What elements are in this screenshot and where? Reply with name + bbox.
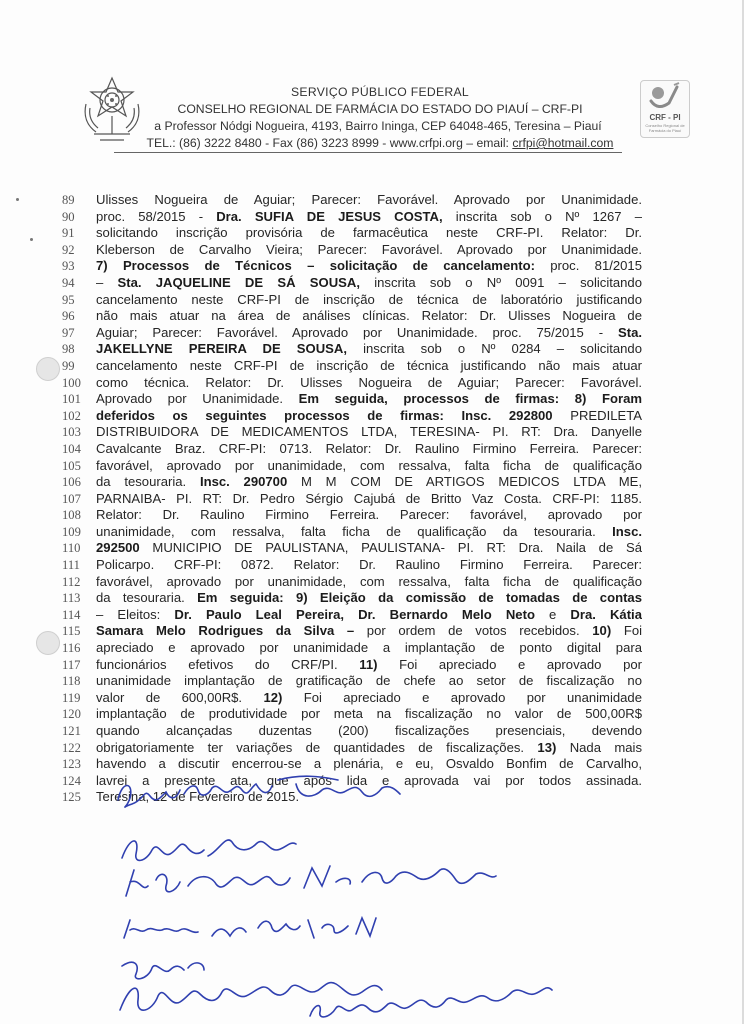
line-number: 104 [62,441,81,456]
line-number: 110 [62,541,81,556]
logo-subtext: Conselho Regional de Farmácia do Piauí [645,123,685,133]
line-text [96,325,642,342]
text-run: quando alcançadas duzentas (200) fiscalizações presenciais, devendo [96,723,642,738]
text-run: lavrei a presente ata, que após lida e aprovada vai por todos assinada. [96,772,642,788]
minutes-line [62,258,642,275]
bold-text: 13) [537,739,557,755]
line-number: 115 [62,624,81,639]
text-run: cancelamento neste CRF-PI de inscrição de técnica justificando não mais atuar [96,357,642,373]
text-run: favorável, aprovado por unanimidade, com ressalva, falta ficha de qualificação [96,573,642,589]
text-run: M M COM DE ARTIGOS MEDICOS LTDA ME, [287,474,642,490]
line-number: 94 [62,275,75,290]
line-number: 103 [62,425,81,440]
line-number: 108 [62,508,81,523]
scan-mark [30,238,33,241]
text-run: por ordem de votos recebidos. [354,623,593,639]
bold-text: Sta. JAQUELINE DE SÁ SOUSA, [117,274,360,290]
minutes-body [62,192,642,806]
bold-text: 12) [263,689,283,705]
line-number: 124 [62,773,81,788]
line-number: 105 [62,458,81,473]
text-run: favorável, aprovado por unanimidade, com ressalva, falta ficha de qualificação [96,457,642,473]
line-number: 98 [62,342,75,357]
minutes-line [62,275,642,292]
line-text [96,341,642,358]
minutes-line [62,557,642,574]
text-run: havendo a discutir encerrou-se a plenária, e eu, Osvaldo Bonfim de Carvalho, [96,756,642,772]
line-text [96,540,642,557]
minutes-line [62,192,642,209]
line-text [96,524,642,541]
line-number: 119 [62,690,81,705]
bold-text: Dra. SUFIA DE JESUS COSTA, [216,208,443,224]
bold-text: Em seguida: 9) Eleição da comissão de tomadas de contas [197,590,642,606]
text-run: implantação de produtividade por meta na fiscalização no valor de 500,00R$ [96,706,642,722]
punch-hole [36,357,60,381]
signature-2 [122,840,296,860]
line-number: 90 [62,209,75,224]
text-run: da tesouraria. [96,474,200,490]
text-run: Foi [611,623,642,639]
header-rule [114,152,622,153]
text-run: como técnica. Relator: Dr. Ulisses Nogueira de Aguiar; Parecer: Favorável. [96,374,642,390]
line-text [96,424,642,441]
minutes-line [62,540,642,557]
minutes-line [62,491,642,508]
signature-5 [122,962,204,979]
minutes-line [62,640,642,657]
text-run: PREDILETA [552,407,642,423]
minutes-line [62,607,642,624]
signature-1 [118,776,400,807]
text-run: MUNICIPIO DE PAULISTANA, PAULISTANA- PI. RT: Dra. Naila de Sá [139,540,642,556]
text-run: não mais atuar na área de análises clínicas. Relator: Dr. Ulisses Nogueira de [96,308,642,324]
letterhead [120,84,640,152]
line-text [96,408,642,425]
bold-text: 11) [359,656,378,672]
text-run: valor de 600,00R$. [96,689,264,705]
bold-text: 10) [592,623,612,639]
text-run: Relator: Dr. Raulino Firmino Ferreira. Parecer: favorável, aprovado por [96,507,642,523]
text-run: PARNAIBA- PI. RT: Dr. Pedro Sérgio Cajubá de Britto Vaz Costa. CRF-PI: 1185. [96,490,642,506]
line-number: 114 [62,607,81,622]
crf-logo [640,80,690,138]
minutes-line [62,391,642,408]
line-number: 95 [62,292,75,307]
minutes-line [62,458,642,475]
line-text [96,590,642,607]
line-number: 92 [62,242,75,257]
line-text [96,574,642,591]
text-run: Ulisses Nogueira de Aguiar; Parecer: Favorável. Aprovado por Unanimidade. [96,192,642,207]
bold-text: Dr. Paulo Leal Pereira, Dr. Bernardo Melo Neto [174,606,535,622]
line-text [96,706,642,723]
text-run: inscrita sob o Nº 1267 – [442,208,642,224]
line-text [96,640,642,657]
text-run: Nada mais [556,739,642,755]
text-run: Kleberson de Carvalho Vieira; Parecer: Favorável. Aprovado por Unanimidade. [96,241,642,257]
bold-text: deferidos os seguintes processos de firmas: Insc. 292800 [96,407,553,423]
line-text [96,474,642,491]
text-run: funcionários efetivos do CRF/PI. [96,656,360,672]
minutes-line [62,441,642,458]
line-text [96,292,642,309]
minutes-line [62,408,642,425]
line-text [96,623,642,640]
signature-6 [120,983,382,1011]
line-number: 111 [62,558,80,573]
minutes-line [62,325,642,342]
line-number: 106 [62,475,81,490]
line-text [96,441,642,458]
line-text [96,258,642,275]
text-run: Policarpo. CRF-PI: 0872. Relator: Dr. Raulino Firmino Ferreira. Parecer: [96,557,642,573]
minutes-line [62,723,642,740]
text-run: solicitando inscrição provisória de farmacêutica neste CRF-PI. Relator: Dr. [96,225,642,241]
text-run: e [534,606,571,622]
text-run: Foi apreciado e aprovado por unanimidade [282,689,642,705]
bold-text: Sta. [617,324,642,340]
line-number: 113 [62,591,81,606]
text-run: unanimidade implantação de gratificação de chefe ao setor de fiscalização no [96,673,642,689]
header-line-1: SERVIÇO PÚBLICO FEDERAL [290,85,470,99]
pharmacy-logo-icon [641,81,689,113]
line-text [96,209,642,226]
minutes-line [62,292,642,309]
minutes-line [62,706,642,723]
line-number: 118 [62,674,81,689]
header-email: crfpi@hotmail.com [512,136,614,150]
line-text [96,491,642,508]
minutes-line [62,242,642,259]
line-number: 109 [62,524,81,539]
line-number: 112 [62,574,81,589]
bold-text: 7) Processos de Técnicos – solicitação de cancelamento: [96,258,535,274]
line-text [96,358,642,375]
line-number: 96 [62,309,75,324]
bold-text: Em seguida, processos de firmas: 8) Foram [298,391,642,407]
text-run: obrigatoriamente ter variações de quantidades de fiscalizações. [96,739,538,755]
text-run: – [96,274,118,290]
line-number: 120 [62,707,81,722]
line-text [96,225,642,242]
scan-mark [16,198,19,201]
signature-3 [126,866,496,896]
bold-text: Insc. [612,523,642,539]
line-number: 107 [62,491,81,506]
line-number: 117 [62,657,81,672]
text-run: proc. 81/2015 [534,258,642,274]
header-contact [120,135,640,152]
line-text [96,723,642,740]
minutes-line [62,673,642,690]
minutes-line [62,657,642,674]
text-run: Aprovado por Unanimidade. [96,391,299,407]
line-number: 123 [62,757,81,772]
header-line-2: CONSELHO REGIONAL DE FARMÁCIA DO ESTADO DO PIAUÍ – CRF-PI [177,102,583,116]
line-text [96,458,642,475]
line-text [96,391,642,408]
text-run: unanimidade, com ressalva, falta ficha de qualificação da tesouraria. [96,523,613,539]
line-number: 101 [62,392,81,407]
line-number: 125 [62,790,81,805]
line-text [96,673,642,690]
line-number: 100 [62,375,81,390]
line-text [96,242,642,259]
line-text [96,275,642,292]
line-number: 91 [62,226,75,241]
line-number: 121 [62,724,81,738]
minutes-line [62,740,642,757]
handwritten-signatures [100,770,620,1020]
header-address: a Professor Nódgi Nogueira, 4193, Bairro Ininga, CEP 64048-465, Teresina – Piauí [154,119,602,133]
bold-text: Dra. Kátia [570,606,642,622]
line-number: 97 [62,325,75,340]
signature-4 [124,918,376,938]
line-number: 122 [62,740,81,755]
text-run: DISTRIBUIDORA DE MEDICAMENTOS LTDA, TERESINA- PI. RT: Dra. Danyelle [96,424,642,440]
bold-text: Samara Melo Rodrigues da Silva – [96,623,355,639]
text-run: da tesouraria. [96,590,198,606]
text-run: apreciado e aprovado por unanimidade a implantação de ponto digital para [96,640,642,656]
text-run: cancelamento neste CRF-PI de inscrição de técnica de laboratório justificando [96,291,642,307]
minutes-line [62,341,642,358]
line-text [96,657,642,674]
line-text [96,607,642,624]
line-text [96,507,642,524]
signatures-area [100,770,620,1020]
minutes-line [62,690,642,707]
minutes-line [62,209,642,226]
logo-text: CRF - PI [649,113,681,122]
line-text [96,690,642,707]
punch-hole [36,631,60,655]
line-text [96,375,642,392]
text-run: Foi apreciado e aprovado por [377,656,642,672]
header-contact-text: TEL.: (86) 3222 8480 - Fax (86) 3223 8999 - www.crfpi.org – email: [146,136,513,150]
line-number: 99 [62,358,75,373]
minutes-line [62,590,642,607]
text-run: inscrita sob o Nº 0091 – solicitando [359,274,642,290]
minutes-line [62,375,642,392]
line-text [96,740,642,757]
line-text [96,192,642,209]
text-run: Cavalcante Braz. CRF-PI: 0713. Relator: Dr. Raulino Firmino Ferreira. Parecer: [96,440,642,456]
minutes-line [62,308,642,325]
line-number: 116 [62,641,81,656]
line-text [96,308,642,325]
minutes-line [62,474,642,491]
text-run: inscrita sob o Nº 0284 – solicitando [347,341,642,357]
text-run: – Eleitos: [96,606,175,622]
minutes-line [62,358,642,375]
line-number: 93 [62,259,75,274]
bold-text: JAKELLYNE PEREIRA DE SOUSA, [96,341,348,357]
text-run: proc. 58/2015 - [96,208,217,224]
bold-text: 292500 [96,540,140,556]
minutes-line [62,225,642,242]
minutes-line [62,424,642,441]
bold-text: Insc. 290700 [199,474,288,490]
minutes-line [62,623,642,640]
minutes-line [62,524,642,541]
line-number: 89 [62,193,75,207]
text-run: Aguiar; Parecer: Favorável. Aprovado por Unanimidade. proc. 75/2015 - [96,324,618,340]
line-number: 102 [62,408,81,423]
minutes-line [62,574,642,591]
line-text [96,557,642,574]
text-run: Teresina, 12 de Fevereiro de 2015. [96,789,300,805]
minutes-line [62,507,642,524]
